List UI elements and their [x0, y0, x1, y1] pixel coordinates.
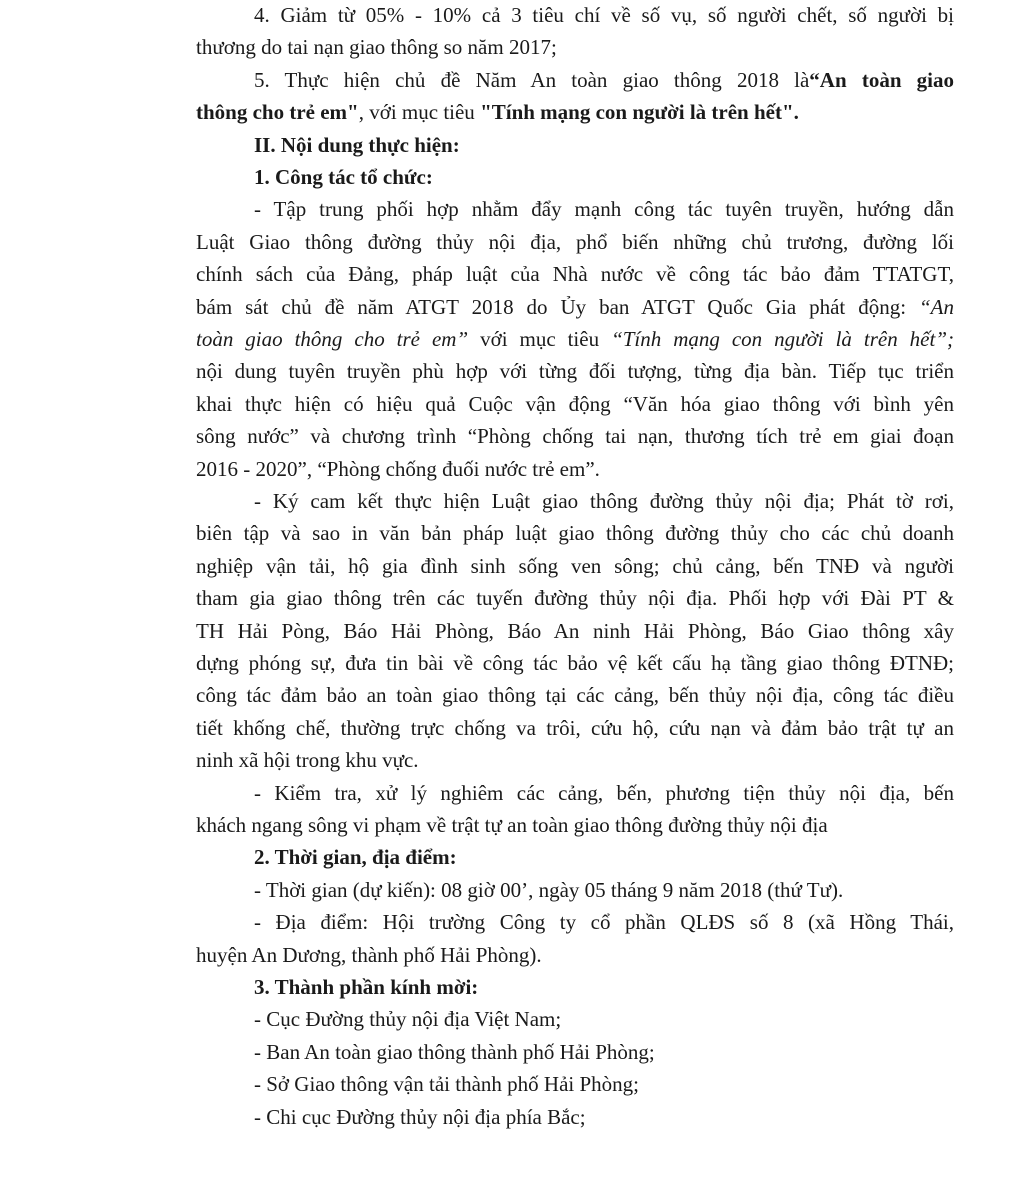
- text-segment: khách ngang sông vi phạm về trật tự an toàn giao thông đường thủy nội địa: [196, 813, 828, 837]
- text-segment: bám sát chủ đề năm ATGT 2018 do Ủy ban ATGT Quốc Gia phát động:: [196, 294, 919, 319]
- text-segment: sông nước” và chương trình “Phòng chống tai nạn, thương tích trẻ em giai đoạn: [196, 424, 954, 449]
- text-segment: thương do tai nạn giao thông so năm 2017;: [196, 35, 557, 60]
- text-line: [196, 715, 954, 741]
- text-segment: - Thời gian (dự kiến): 08 giờ 00’, ngày 05 tháng 9 năm 2018 (thứ Tư).: [254, 877, 844, 902]
- text-segment: 5. Thực hiện chủ đề Năm An toàn giao thông 2018 là: [254, 67, 810, 92]
- text-line: [196, 99, 799, 125]
- text-segment: - Cục Đường thủy nội địa Việt Nam;: [254, 1007, 562, 1032]
- text-line: [196, 747, 419, 773]
- text-line: [196, 780, 954, 806]
- text-line: [196, 391, 954, 417]
- text-segment: - Ban An toàn giao thông thành phố Hải Phòng;: [254, 1039, 655, 1064]
- text-line: [196, 164, 433, 190]
- text-segment: 3. Thành phần kính mời:: [254, 975, 479, 999]
- text-segment: “An: [918, 294, 954, 319]
- text-line: [196, 2, 954, 28]
- text-line: [196, 326, 954, 352]
- text-line: [196, 132, 460, 158]
- text-segment: chính sách của Đảng, pháp luật của Nhà nước về công tác bảo đảm TTATGT,: [196, 262, 954, 287]
- text-segment: thông cho trẻ em": [196, 100, 359, 125]
- text-line: [196, 553, 954, 579]
- text-segment: 4. Giảm từ 05% - 10% cả 3 tiêu chí về số vụ, số người chết, số người bị: [254, 3, 954, 27]
- text-segment: ninh xã hội trong khu vực.: [196, 748, 419, 773]
- text-line: [196, 618, 954, 644]
- text-segment: - Ký cam kết thực hiện Luật giao thông đường thủy nội địa; Phát tờ rơi,: [254, 489, 954, 513]
- text-segment: Luật Giao thông đường thủy nội địa, phổ biến những chủ trương, đường lối: [196, 229, 954, 254]
- text-line: [196, 358, 954, 384]
- text-segment: với mục tiêu: [468, 327, 612, 351]
- text-segment: toàn giao thông cho trẻ em”: [196, 327, 469, 351]
- text-line: [196, 974, 478, 1000]
- text-line: [196, 488, 954, 514]
- text-segment: - Kiểm tra, xử lý nghiêm các cảng, bến, phương tiện thủy nội địa, bến: [254, 780, 954, 805]
- text-line: [196, 229, 954, 255]
- text-segment: TH Hải Pòng, Báo Hải Phòng, Báo An ninh Hải Phòng, Báo Giao thông xây: [196, 618, 954, 643]
- text-segment: tham gia giao thông trên các tuyến đường thủy nội địa. Phối hợp với Đài PT &: [196, 586, 954, 611]
- text-line: [196, 456, 600, 482]
- text-segment: tiết khống chế, thường trực chống va trôi, cứu hộ, cứu nạn và đảm bảo trật tự an: [196, 715, 954, 740]
- text-segment: công tác đảm bảo an toàn giao thông tại các cảng, bến thủy nội địa, công tác điều: [196, 683, 954, 708]
- text-segment: 1. Công tác tổ chức:: [254, 165, 433, 189]
- text-segment: nghiệp vận tải, hộ gia đình sinh sống ven sông; chủ cảng, bến TNĐ và người: [196, 553, 954, 578]
- text-segment: nội dung tuyên truyền phù hợp với từng đối tượng, từng địa bàn. Tiếp tục triển: [196, 359, 954, 384]
- text-segment: 2016 - 2020”, “Phòng chống đuối nước trẻ em”.: [196, 456, 600, 481]
- text-segment: huyện An Dương, thành phố Hải Phòng).: [196, 942, 542, 967]
- text-line: [196, 423, 954, 449]
- text-line: [196, 34, 557, 60]
- text-line: [196, 682, 954, 708]
- text-line: [196, 67, 954, 93]
- text-line: [196, 585, 954, 611]
- text-line: [196, 650, 954, 676]
- text-line: [196, 812, 828, 838]
- text-line: [196, 877, 843, 903]
- text-segment: dựng phóng sự, đưa tin bài về công tác bảo vệ kết cấu hạ tầng giao thông ĐTNĐ;: [196, 651, 954, 675]
- text-line: [196, 844, 457, 870]
- text-segment: “Tính mạng con người là trên hết”;: [611, 327, 954, 351]
- text-segment: , với mục tiêu: [358, 100, 481, 125]
- text-segment: - Địa điểm: Hội trường Công ty cổ phần QLĐS số 8 (xã Hồng Thái,: [254, 910, 954, 935]
- text-line: [196, 520, 954, 546]
- text-segment: 2. Thời gian, địa điểm:: [254, 845, 457, 870]
- text-line: [196, 196, 954, 222]
- text-segment: II. Nội dung thực hiện:: [254, 132, 460, 157]
- text-segment: “An toàn giao: [809, 67, 955, 92]
- text-segment: "Tính mạng con người là trên hết".: [480, 100, 799, 125]
- text-line: [196, 261, 954, 287]
- text-line: [196, 1006, 561, 1032]
- text-line: [196, 294, 954, 320]
- text-line: [196, 909, 954, 935]
- text-segment: khai thực hiện có hiệu quả Cuộc vận động “Văn hóa giao thông với bình yên: [196, 391, 954, 416]
- text-line: [196, 942, 542, 968]
- text-segment: biên tập và sao in văn bản pháp luật giao thông đường thủy cho các chủ doanh: [196, 521, 954, 546]
- text-segment: - Tập trung phối hợp nhằm đẩy mạnh công tác tuyên truyền, hướng dẫn: [254, 197, 954, 222]
- text-segment: - Chi cục Đường thủy nội địa phía Bắc;: [254, 1104, 586, 1129]
- text-line: [196, 1104, 586, 1130]
- text-line: [196, 1039, 655, 1065]
- text-line: [196, 1071, 639, 1097]
- text-segment: - Sở Giao thông vận tải thành phố Hải Phòng;: [254, 1072, 639, 1097]
